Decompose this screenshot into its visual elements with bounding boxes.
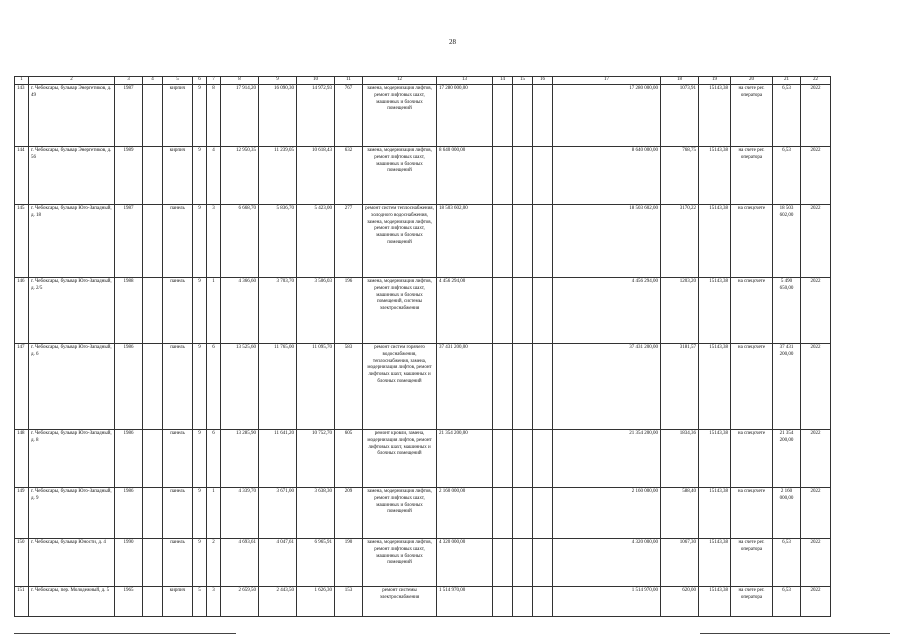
row-number-cell: 148 (15, 430, 29, 488)
col-16-cell (533, 587, 553, 617)
build-year-cell: 1986 (115, 488, 143, 539)
wall-material-cell: панель (163, 488, 193, 539)
col-15-cell (513, 488, 533, 539)
unit-cost-cell: 620,00 (661, 587, 699, 617)
total-cost-cell: 37 431 200,00 (553, 344, 661, 430)
total-area-cell: 2 659,50 (221, 587, 259, 617)
col-15-cell (513, 85, 533, 147)
cost-limit-cell: 15143,38 (699, 488, 731, 539)
cost-limit-cell: 15143,38 (699, 205, 731, 278)
total-area-cell: 17 914,20 (221, 85, 259, 147)
header-cell: 16 (533, 77, 553, 85)
row-number-cell: 149 (15, 488, 29, 539)
col-16-cell (533, 85, 553, 147)
work-type-cell: ремонт систем теплоснабжения, холодного водоснабжения, замена, модернизация лифтов, ремонт лифтовых шахт, машинных и блочных помещений (363, 205, 437, 278)
table-row (15, 147, 831, 205)
total-area-cell: 13 525,60 (221, 344, 259, 430)
fund-method-cell: на счете рег. оператора (731, 147, 773, 205)
living-area-cell: 4 047,61 (259, 539, 297, 587)
work-type-cell: замена, модернизация лифтов, ремонт лифтовых шахт, машинных и блочных помещений (363, 147, 437, 205)
residents-cell: 605 (335, 430, 363, 488)
build-year-cell: 1986 (115, 344, 143, 430)
col-4-cell (143, 430, 163, 488)
header-cell: 4 (143, 77, 163, 85)
owned-area-cell: 1 626,30 (297, 587, 335, 617)
residents-cell: 209 (335, 488, 363, 539)
unit-cost-cell: 3170,22 (661, 205, 699, 278)
fund-method-cell: на спецсчете (731, 205, 773, 278)
col-14-cell (493, 430, 513, 488)
col-14-cell (493, 488, 513, 539)
col-15-cell (513, 539, 533, 587)
floors-cell: 9 (193, 539, 207, 587)
col-15-cell (513, 205, 533, 278)
build-year-cell: 1987 (115, 205, 143, 278)
header-cell: 13 (437, 77, 493, 85)
total-area-cell: 4 693,61 (221, 539, 259, 587)
floors-cell: 9 (193, 278, 207, 344)
fund-method-cell: на счете рег. оператора (731, 587, 773, 617)
header-cell: 21 (773, 77, 801, 85)
living-area-cell: 5 836,70 (259, 205, 297, 278)
build-year-cell: 1988 (115, 278, 143, 344)
header-cell: 1 (15, 77, 29, 85)
unit-cost-cell: 1067,30 (661, 539, 699, 587)
address-cell: г. Чебоксары, бульвар Юности, д. 4 (29, 539, 115, 587)
cost-limit-cell: 15143,38 (699, 344, 731, 430)
entrances-cell: 3 (207, 587, 221, 617)
cost-limit-cell: 15143,38 (699, 147, 731, 205)
living-area-cell: 3 703,70 (259, 278, 297, 344)
cost-cell: 21 354 200,00 (437, 430, 493, 488)
col-4-cell (143, 344, 163, 430)
total-area-cell: 12 950,35 (221, 147, 259, 205)
work-type-cell: ремонт системы электроснабжения (363, 587, 437, 617)
owned-area-cell: 6 965,91 (297, 539, 335, 587)
col-21-cell: 6,53 (773, 587, 801, 617)
floors-cell: 9 (193, 85, 207, 147)
entrances-cell: 1 (207, 488, 221, 539)
year-cell: 2022 (801, 147, 831, 205)
unit-cost-cell: 768,75 (661, 147, 699, 205)
cost-cell: 8 640 000,00 (437, 147, 493, 205)
build-year-cell: 1990 (115, 539, 143, 587)
work-type-cell: замена, модернизация лифтов, ремонт лифтовых шахт, машинных и блочных помещений, системы электроснабжения (363, 278, 437, 344)
col-4-cell (143, 587, 163, 617)
entrances-cell: 4 (207, 147, 221, 205)
col-4-cell (143, 147, 163, 205)
capital-repair-table (14, 76, 831, 617)
wall-material-cell: кирпич (163, 85, 193, 147)
col-21-cell: 6,53 (773, 147, 801, 205)
total-area-cell: 4 366,60 (221, 278, 259, 344)
header-cell: 11 (335, 77, 363, 85)
address-cell: г. Чебоксары, бульвар Юго-Западный, д. 18 (29, 205, 115, 278)
header-row (15, 77, 831, 85)
living-area-cell: 11 641,20 (259, 430, 297, 488)
unit-cost-cell: 1073,91 (661, 85, 699, 147)
residents-cell: 767 (335, 85, 363, 147)
header-cell: 5 (163, 77, 193, 85)
row-number-cell: 151 (15, 587, 29, 617)
col-21-cell: 5 490 650,00 (773, 278, 801, 344)
owned-area-cell: 3 638,30 (297, 488, 335, 539)
table-row (15, 587, 831, 617)
col-15-cell (513, 278, 533, 344)
owned-area-cell: 10 752,70 (297, 430, 335, 488)
unit-cost-cell: 3181,57 (661, 344, 699, 430)
residents-cell: 277 (335, 205, 363, 278)
col-14-cell (493, 147, 513, 205)
cost-cell: 18 503 602,00 (437, 205, 493, 278)
table-row (15, 430, 831, 488)
floors-cell: 9 (193, 488, 207, 539)
cost-limit-cell: 15143,38 (699, 85, 731, 147)
col-16-cell (533, 344, 553, 430)
year-cell: 2022 (801, 278, 831, 344)
cost-limit-cell: 15143,38 (699, 539, 731, 587)
floors-cell: 5 (193, 587, 207, 617)
floors-cell: 9 (193, 147, 207, 205)
header-cell: 22 (801, 77, 831, 85)
header-cell: 17 (553, 77, 661, 85)
work-type-cell: ремонт кровли, замена, модернизация лифтов, ремонт лифтовых шахт, машинных и блочных помещений (363, 430, 437, 488)
col-14-cell (493, 344, 513, 430)
entrances-cell: 2 (207, 539, 221, 587)
fund-method-cell: на спецсчете (731, 278, 773, 344)
residents-cell: 196 (335, 278, 363, 344)
table-row (15, 344, 831, 430)
header-cell: 12 (363, 77, 437, 85)
cost-limit-cell: 15143,38 (699, 587, 731, 617)
entrances-cell: 6 (207, 344, 221, 430)
col-21-cell: 21 354 200,00 (773, 430, 801, 488)
cost-cell: 17 280 000,00 (437, 85, 493, 147)
col-4-cell (143, 488, 163, 539)
owned-area-cell: 5 423,00 (297, 205, 335, 278)
header-cell: 18 (661, 77, 699, 85)
build-year-cell: 1965 (115, 587, 143, 617)
living-area-cell: 3 671,00 (259, 488, 297, 539)
row-number-cell: 145 (15, 205, 29, 278)
col-16-cell (533, 278, 553, 344)
total-cost-cell: 18 503 602,00 (553, 205, 661, 278)
work-type-cell: замена, модернизация лифтов, ремонт лифтовых шахт, машинных и блочных помещений (363, 488, 437, 539)
page-number: 28 (449, 38, 456, 46)
col-21-cell: 18 503 602,00 (773, 205, 801, 278)
total-cost-cell: 21 354 200,00 (553, 430, 661, 488)
header-cell: 2 (29, 77, 115, 85)
fund-method-cell: на счете рег. оператора (731, 539, 773, 587)
header-cell: 7 (207, 77, 221, 85)
col-16-cell (533, 430, 553, 488)
year-cell: 2022 (801, 85, 831, 147)
total-cost-cell: 1 514 970,00 (553, 587, 661, 617)
total-cost-cell: 8 640 000,00 (553, 147, 661, 205)
table-row (15, 488, 831, 539)
entrances-cell: 3 (207, 205, 221, 278)
col-4-cell (143, 278, 163, 344)
work-type-cell: замена, модернизация лифтов, ремонт лифтовых шахт, машинных и блочных помещений (363, 539, 437, 587)
header-cell: 6 (193, 77, 207, 85)
col-4-cell (143, 539, 163, 587)
total-cost-cell: 17 280 000,00 (553, 85, 661, 147)
col-14-cell (493, 85, 513, 147)
owned-area-cell: 3 506,03 (297, 278, 335, 344)
wall-material-cell: кирпич (163, 587, 193, 617)
living-area-cell: 11 765,00 (259, 344, 297, 430)
build-year-cell: 1987 (115, 85, 143, 147)
address-cell: г. Чебоксары, пер. Молодежный, д. 5 (29, 587, 115, 617)
col-16-cell (533, 205, 553, 278)
wall-material-cell: панель (163, 344, 193, 430)
header-cell: 15 (513, 77, 533, 85)
work-type-cell: ремонт систем горячего водоснабжения, теплоснабжения, замена, модернизация лифтов, ремонт лифтовых шахт, машинных и блочных помещений (363, 344, 437, 430)
total-area-cell: 13 285,90 (221, 430, 259, 488)
cost-limit-cell: 15143,38 (699, 430, 731, 488)
header-cell: 10 (297, 77, 335, 85)
row-number-cell: 146 (15, 278, 29, 344)
header-cell: 14 (493, 77, 513, 85)
total-cost-cell: 4 456 294,00 (553, 278, 661, 344)
row-number-cell: 143 (15, 85, 29, 147)
address-cell: г. Чебоксары, бульвар Юго-Западный, д. 2/5 (29, 278, 115, 344)
total-cost-cell: 2 160 000,00 (553, 488, 661, 539)
living-area-cell: 11 239,05 (259, 147, 297, 205)
residents-cell: 583 (335, 344, 363, 430)
unit-cost-cell: 588,40 (661, 488, 699, 539)
row-number-cell: 147 (15, 344, 29, 430)
unit-cost-cell: 1834,36 (661, 430, 699, 488)
entrances-cell: 8 (207, 85, 221, 147)
footer-rule-left (14, 633, 236, 634)
address-cell: г. Чебоксары, бульвар Юго-Западный, д. 6 (29, 344, 115, 430)
cost-limit-cell: 15143,38 (699, 278, 731, 344)
col-15-cell (513, 430, 533, 488)
cost-cell: 2 160 000,00 (437, 488, 493, 539)
residents-cell: 153 (335, 587, 363, 617)
header-cell: 3 (115, 77, 143, 85)
year-cell: 2022 (801, 205, 831, 278)
residents-cell: 632 (335, 147, 363, 205)
col-16-cell (533, 488, 553, 539)
col-14-cell (493, 539, 513, 587)
total-area-cell: 6 668,70 (221, 205, 259, 278)
fund-method-cell: на счете рег. оператора (731, 85, 773, 147)
col-14-cell (493, 205, 513, 278)
cost-cell: 1 514 970,00 (437, 587, 493, 617)
living-area-cell: 2 443,50 (259, 587, 297, 617)
year-cell: 2022 (801, 587, 831, 617)
residents-cell: 190 (335, 539, 363, 587)
cost-cell: 37 431 200,00 (437, 344, 493, 430)
wall-material-cell: панель (163, 278, 193, 344)
year-cell: 2022 (801, 488, 831, 539)
col-21-cell: 6,53 (773, 539, 801, 587)
cost-cell: 4 320 000,00 (437, 539, 493, 587)
floors-cell: 9 (193, 344, 207, 430)
header-cell: 9 (259, 77, 297, 85)
address-cell: г. Чебоксары, бульвар Энергетиков, д. 56 (29, 147, 115, 205)
col-14-cell (493, 587, 513, 617)
wall-material-cell: панель (163, 205, 193, 278)
build-year-cell: 1986 (115, 430, 143, 488)
col-4-cell (143, 85, 163, 147)
total-cost-cell: 4 320 000,00 (553, 539, 661, 587)
entrances-cell: 6 (207, 430, 221, 488)
col-21-cell: 37 431 200,00 (773, 344, 801, 430)
address-cell: г. Чебоксары, бульвар Энергетиков, д. 49 (29, 85, 115, 147)
build-year-cell: 1989 (115, 147, 143, 205)
col-15-cell (513, 587, 533, 617)
col-16-cell (533, 147, 553, 205)
footer-rule-right (700, 633, 890, 634)
header-cell: 8 (221, 77, 259, 85)
owned-area-cell: 11 095,70 (297, 344, 335, 430)
year-cell: 2022 (801, 430, 831, 488)
table-row (15, 278, 831, 344)
fund-method-cell: на спецсчете (731, 344, 773, 430)
col-14-cell (493, 278, 513, 344)
address-cell: г. Чебоксары, бульвар Юго-Западный, д. 9 (29, 488, 115, 539)
row-number-cell: 144 (15, 147, 29, 205)
cost-cell: 4 456 294,00 (437, 278, 493, 344)
col-15-cell (513, 344, 533, 430)
owned-area-cell: 14 972,93 (297, 85, 335, 147)
fund-method-cell: на спецсчете (731, 430, 773, 488)
header-cell: 20 (731, 77, 773, 85)
col-21-cell: 6,53 (773, 85, 801, 147)
year-cell: 2022 (801, 539, 831, 587)
floors-cell: 9 (193, 430, 207, 488)
row-number-cell: 150 (15, 539, 29, 587)
table-row (15, 205, 831, 278)
entrances-cell: 1 (207, 278, 221, 344)
header-cell: 19 (699, 77, 731, 85)
table-row (15, 539, 831, 587)
work-type-cell: замена, модернизация лифтов, ремонт лифтовых шахт, машинных и блочных помещений (363, 85, 437, 147)
floors-cell: 9 (193, 205, 207, 278)
wall-material-cell: панель (163, 430, 193, 488)
address-cell: г. Чебоксары, бульвар Юго-Западный, д. 8 (29, 430, 115, 488)
col-4-cell (143, 205, 163, 278)
col-15-cell (513, 147, 533, 205)
wall-material-cell: панель (163, 539, 193, 587)
col-21-cell: 2 160 000,00 (773, 488, 801, 539)
owned-area-cell: 10 618,43 (297, 147, 335, 205)
wall-material-cell: кирпич (163, 147, 193, 205)
year-cell: 2022 (801, 344, 831, 430)
total-area-cell: 4 339,70 (221, 488, 259, 539)
fund-method-cell: на спецсчете (731, 488, 773, 539)
unit-cost-cell: 1203,20 (661, 278, 699, 344)
living-area-cell: 16 090,30 (259, 85, 297, 147)
table-row (15, 85, 831, 147)
col-16-cell (533, 539, 553, 587)
